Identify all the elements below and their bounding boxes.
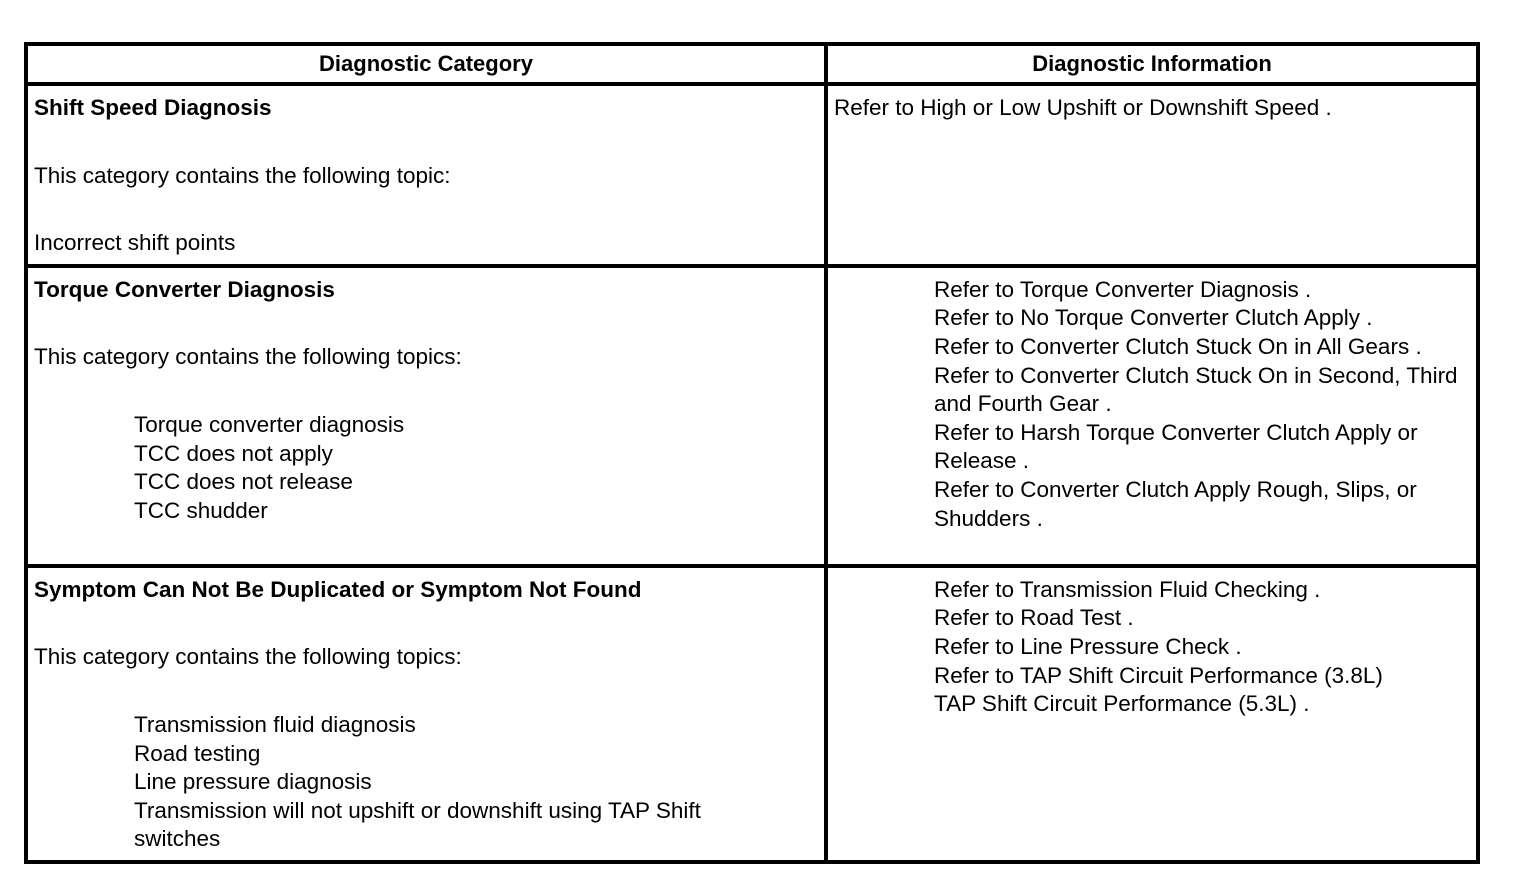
topic-item: Incorrect shift points [34, 230, 236, 256]
category-intro: This category contains the following topics: [34, 344, 462, 370]
reference-item: Refer to High or Low Upshift or Downshift Speed . [834, 95, 1332, 120]
information-cell [826, 266, 1478, 566]
reference-item: Refer to Harsh Torque Converter Clutch Apply or Release . [934, 419, 1418, 474]
topic-list [34, 411, 818, 525]
reference-item: Refer to No Torque Converter Clutch Apply . [934, 305, 1373, 331]
table-row [26, 84, 1478, 266]
category-cell [26, 566, 826, 862]
header-diagnostic-information: Diagnostic Information [826, 44, 1478, 84]
reference-list [828, 568, 1476, 725]
category-title: Shift Speed Diagnosis [34, 95, 272, 120]
topic-item: TCC shudder [134, 497, 268, 523]
topic-item: Line pressure diagnosis [134, 769, 372, 795]
topic-item: Road testing [134, 740, 261, 766]
category-cell [26, 266, 826, 566]
category-title: Symptom Can Not Be Duplicated or Symptom Not Found [34, 576, 642, 602]
topic-item: TCC does not release [134, 469, 353, 495]
topic-item: Transmission fluid diagnosis [134, 711, 416, 737]
table-row [26, 266, 1478, 566]
topic-item: Transmission will not upshift or downshift using TAP Shift switches [134, 797, 701, 852]
topic-item: TCC does not apply [134, 440, 333, 466]
topic-item: Torque converter diagnosis [134, 411, 405, 437]
reference-item: Refer to Converter Clutch Stuck On in Second, Third and Fourth Gear . [934, 362, 1458, 417]
reference-item: Refer to Converter Clutch Apply Rough, Slips, or Shudders . [934, 476, 1417, 531]
reference-item: Refer to Torque Converter Diagnosis . [934, 276, 1312, 302]
category-title: Torque Converter Diagnosis [34, 276, 335, 302]
reference-item: Refer to Road Test . [934, 605, 1134, 631]
category-cell [26, 84, 826, 266]
category-intro: This category contains the following topics: [34, 644, 462, 670]
reference-item: Refer to Converter Clutch Stuck On in All Gears . [934, 333, 1422, 359]
reference-item: Refer to Transmission Fluid Checking . [934, 576, 1321, 602]
reference-item: Refer to Line Pressure Check . [934, 633, 1242, 659]
diagnostic-table [24, 42, 1480, 864]
reference-item: TAP Shift Circuit Performance (5.3L) . [934, 691, 1310, 717]
header-row [26, 44, 1478, 84]
information-cell [826, 566, 1478, 862]
table-row [26, 566, 1478, 862]
category-intro: This category contains the following topic: [34, 162, 451, 188]
information-cell [826, 84, 1478, 266]
topic-list [34, 711, 818, 854]
reference-item: Refer to TAP Shift Circuit Performance (3.8L) [934, 662, 1383, 688]
reference-list [828, 268, 1476, 539]
header-diagnostic-category: Diagnostic Category [26, 44, 826, 84]
